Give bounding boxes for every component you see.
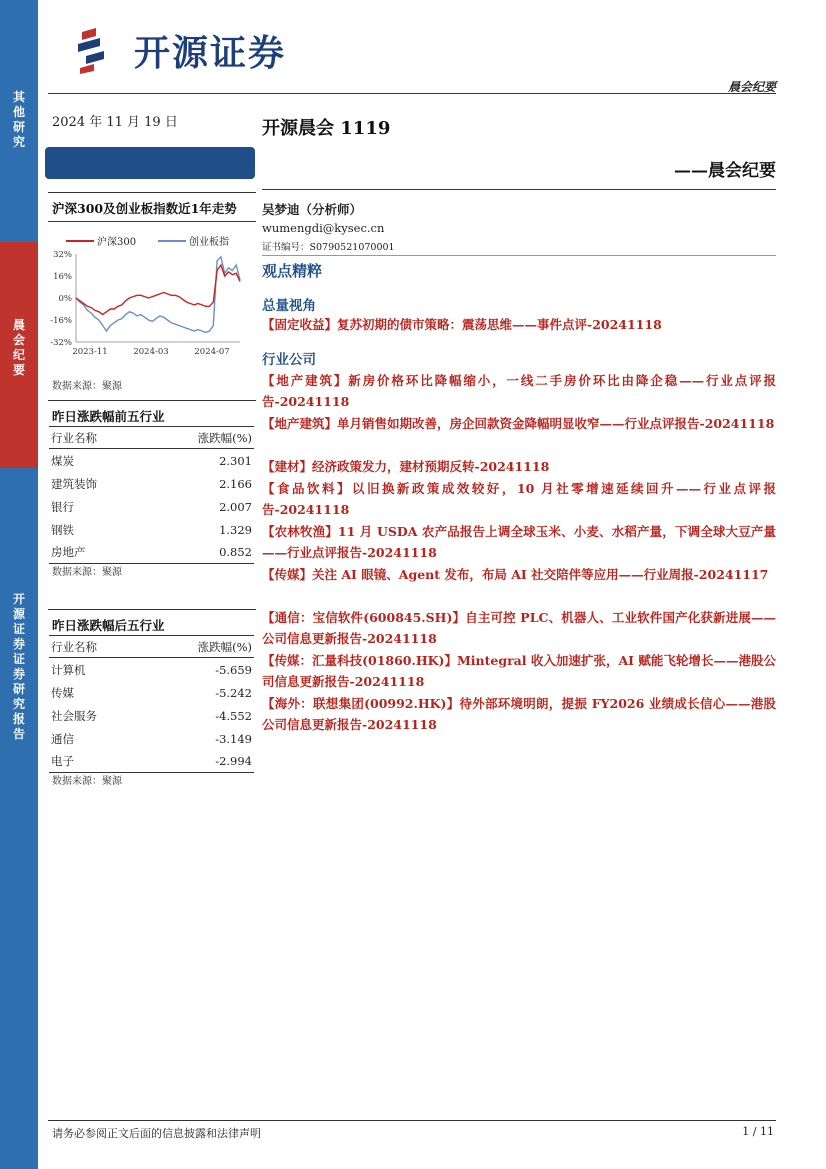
author-cert: 证书编号：S0790521070001: [262, 242, 395, 253]
y-tick-label: 0%: [58, 294, 72, 304]
series-line-沪深300: [76, 265, 240, 315]
change-value: 2.301: [219, 453, 252, 468]
report-subtitle: ——晨会纪要: [674, 161, 776, 181]
col-change: 涨跌幅(%): [197, 430, 252, 445]
side-label-category: 其他研究: [12, 90, 25, 149]
side-label-report-type: 晨会纪要: [12, 318, 25, 377]
index-line-chart: [44, 246, 250, 364]
divider: [262, 189, 776, 190]
company-logo: [76, 26, 286, 74]
table-header: [49, 635, 254, 658]
change-value: 2.007: [219, 499, 252, 514]
disclaimer-text: 请务必参阅正文后面的信息披露和法律声明: [52, 1127, 261, 1140]
col-industry: 行业名称: [51, 430, 97, 445]
top5-title: 昨日涨跌幅前五行业: [52, 409, 165, 424]
section-highlights: 观点精粹: [262, 262, 323, 280]
legend-swatch: [158, 240, 186, 242]
table-row: [49, 518, 254, 541]
divider: [48, 221, 256, 222]
side-strip: [0, 0, 38, 1169]
y-tick-label: -32%: [50, 338, 72, 348]
report-link-item[interactable]: 【传媒】关注 AI 眼镜、Agent 发布，布局 AI 社交陪伴等应用——行业周报-20241117: [262, 567, 769, 582]
change-value: -4.552: [215, 708, 252, 723]
rating-box: [45, 147, 255, 179]
table-row: [49, 704, 254, 727]
report-link-item[interactable]: 【传媒：汇量科技(01860.HK)】Mintegral 收入加速扩张，AI 赋能飞轮增长——港股公司信息更新报告-20241118: [262, 653, 776, 689]
industry-name: 电子: [51, 754, 74, 768]
industry-name: 传媒: [51, 685, 74, 700]
change-value: -3.149: [215, 731, 252, 746]
divider: [262, 255, 776, 256]
report-link-item[interactable]: 【固定收益】复苏初期的债市策略：震荡思维——事件点评-20241118: [262, 317, 662, 332]
table-row: [49, 541, 254, 564]
table-row: [49, 472, 254, 495]
table-row: [49, 449, 254, 472]
legend-label: 沪深300: [97, 237, 137, 248]
report-link-item[interactable]: 【地产建筑】新房价格环比降幅缩小，一线二手房价环比由降企稳——行业点评报告-20241118: [262, 373, 776, 409]
report-date: 2024 年 11 月 19 日: [52, 115, 178, 130]
divider: [48, 192, 256, 193]
change-value: 1.329: [219, 522, 252, 537]
legend-label: 创业板指: [189, 237, 229, 248]
table-row: [49, 727, 254, 750]
change-value: -5.242: [215, 685, 252, 700]
industry-name: 通信: [51, 731, 74, 746]
bottom5-source: 数据来源：聚源: [52, 776, 122, 787]
table-row: [49, 495, 254, 518]
author-name: 吴梦迪（分析师）: [262, 202, 363, 217]
report-link-item[interactable]: 【建材】经济政策发力，建材预期反转-20241118: [262, 459, 550, 474]
industry-name: 房地产: [51, 545, 86, 559]
legend-swatch: [66, 240, 94, 242]
industry-name: 钢铁: [51, 522, 74, 537]
col-industry: 行业名称: [51, 639, 97, 654]
x-tick-label: 2023-11: [72, 347, 108, 357]
y-tick-label: 16%: [53, 272, 72, 282]
table-row: [49, 681, 254, 704]
industry-name: 社会服务: [51, 708, 97, 723]
chart-source: 数据来源：聚源: [52, 381, 122, 392]
side-label-brand: 开源证券 证券研究报告: [12, 592, 25, 741]
bottom5-title: 昨日涨跌幅后五行业: [52, 618, 165, 633]
y-tick-label: 32%: [53, 250, 72, 260]
footer-divider: [48, 1120, 776, 1121]
divider: [48, 609, 256, 610]
report-link-item[interactable]: 【海外：联想集团(00992.HK)】待外部环境明朗，提振 FY2026 业绩成长信心——港股公司信息更新报告-20241118: [262, 696, 776, 732]
y-tick-label: -16%: [50, 316, 72, 326]
divider: [48, 400, 256, 401]
report-title: 开源晨会 1119: [262, 118, 391, 139]
industry-name: 建筑装饰: [51, 476, 97, 491]
section-industry: 行业公司: [262, 352, 316, 368]
x-tick-label: 2024-03: [133, 347, 169, 357]
industry-name: 煤炭: [51, 453, 74, 468]
table-row: [49, 750, 254, 773]
logo-text: 开源证券: [134, 32, 287, 74]
table-header: [49, 426, 254, 449]
logo-mark-icon: [76, 26, 126, 74]
table-row: [49, 658, 254, 681]
report-link-item[interactable]: 【食品饮料】以旧换新政策成效较好，10 月社零增速延续回升——行业点评报告-20241118: [262, 481, 776, 517]
header-divider: [48, 93, 776, 94]
page-number: 1 / 11: [742, 1125, 774, 1138]
chart-title: 沪深300及创业板指数近1年走势: [52, 201, 237, 216]
change-value: -2.994: [215, 754, 252, 768]
author-email[interactable]: wumengdi@kysec.cn: [262, 221, 385, 235]
section-macro: 总量视角: [262, 298, 316, 314]
change-value: 2.166: [219, 476, 252, 491]
report-link-item[interactable]: 【地产建筑】单月销售如期改善，房企回款资金降幅明显收窄——行业点评报告-20241118: [262, 416, 775, 431]
top5-source: 数据来源：聚源: [52, 567, 122, 578]
industry-name: 计算机: [51, 662, 86, 677]
change-value: -5.659: [215, 662, 252, 677]
bottom5-table: [49, 635, 254, 773]
report-link-item[interactable]: 【农林牧渔】11 月 USDA 农产品报告上调全球玉米、小麦、水稻产量，下调全球大豆产量——行业点评报告-20241118: [262, 524, 776, 560]
report-link-item[interactable]: 【通信：宝信软件(600845.SH)】自主可控 PLC、机器人、工业软件国产化获新进展——公司信息更新报告-20241118: [262, 610, 776, 646]
x-tick-label: 2024-07: [194, 347, 230, 357]
top5-table: [49, 426, 254, 564]
col-change: 涨跌幅(%): [197, 639, 252, 654]
industry-name: 银行: [51, 499, 74, 514]
change-value: 0.852: [219, 545, 252, 559]
report-type-label: 晨会纪要: [727, 80, 776, 94]
